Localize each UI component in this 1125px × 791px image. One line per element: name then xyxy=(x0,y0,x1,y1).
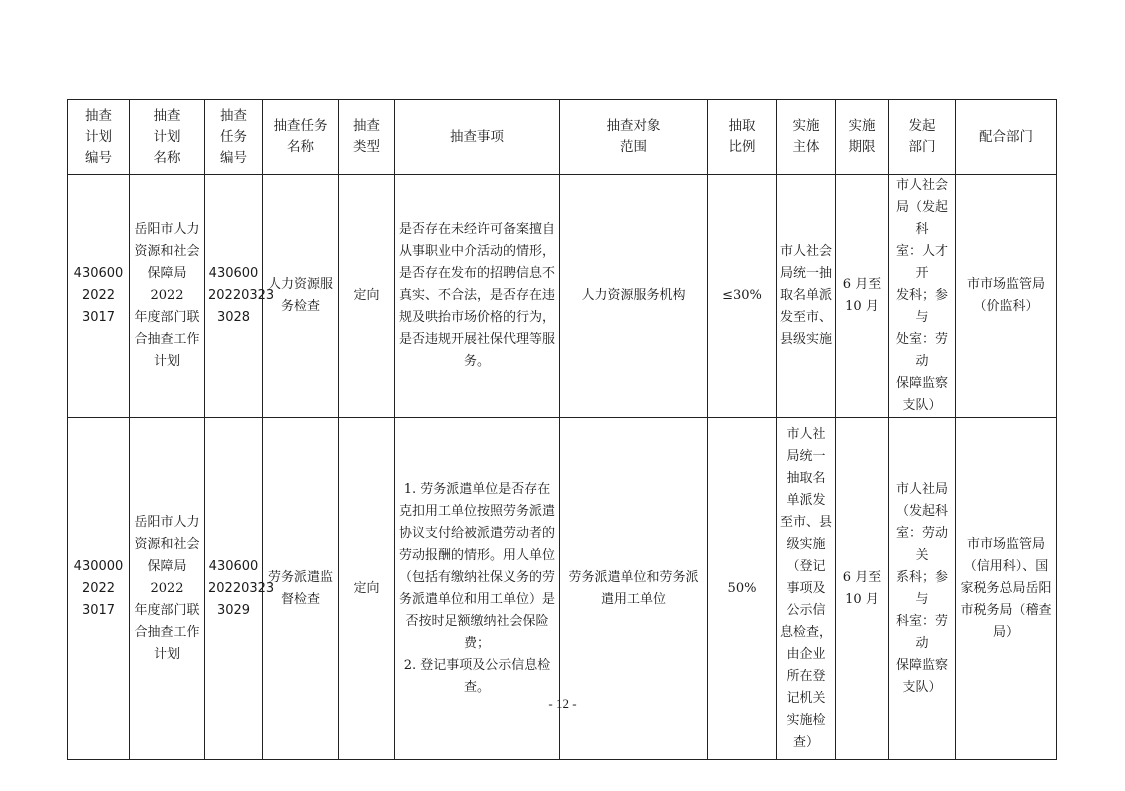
header-ratio: 抽取 比例 xyxy=(708,100,777,175)
cell-cooperator: 市市场监管局 （信用科）、国 家税务总局岳阳 市税务局（稽查 局） xyxy=(956,418,1057,760)
cell-task-no: 430600 20220323 3029 xyxy=(205,418,263,760)
table-header-row xyxy=(68,100,1057,175)
cell-items: 是否存在未经许可备案擅自从事职业中介活动的情形，是否存在发布的招聘信息不真实、不合法，是否存在违规及哄抬市场价格的行为，是否违规开展社保代理等服务。 xyxy=(395,175,560,418)
header-plan-no: 抽查 计划 编号 xyxy=(68,100,130,175)
header-executor: 实施 主体 xyxy=(777,100,836,175)
cell-ratio: ≤30% xyxy=(708,175,777,418)
cell-period: 6 月至 10 月 xyxy=(836,418,889,760)
header-type: 抽查 类型 xyxy=(339,100,395,175)
page-number: - 12 - xyxy=(548,696,577,711)
cell-initiator: 市人社会 局（发起科 室：人才开 发科；参与 处室：劳动 保障监察 支队） xyxy=(889,175,956,418)
table-row xyxy=(68,175,1057,418)
cell-plan-no: 430000 2022 3017 xyxy=(68,418,130,760)
cell-plan-name: 岳阳市人力 资源和社会 保障局 2022 年度部门联 合抽查工作 计划 xyxy=(130,418,205,760)
cell-task-name: 人力资源服 务检查 xyxy=(263,175,339,418)
cell-type: 定向 xyxy=(339,175,395,418)
inspection-plan-table xyxy=(67,99,1057,760)
cell-type: 定向 xyxy=(339,418,395,760)
cell-plan-name: 岳阳市人力 资源和社会 保障局 2022 年度部门联 合抽查工作 计划 xyxy=(130,175,205,418)
cell-executor: 市人社 局统一 抽取名 单派发 至市、县 级实施 （登记 事项及 公示信 息检查， 由企业 所在登 记机关 实施检 查） xyxy=(777,418,836,760)
cell-initiator: 市人社局 （发起科 室：劳动关 系科；参与 科室：劳动 保障监察 支队） xyxy=(889,418,956,760)
cell-items: 1. 劳务派遣单位是否存在克扣用工单位按照劳务派遣协议支付给被派遣劳动者的劳动报酬的情形。用人单位（包括有缴纳社保义务的劳务派遣单位和用工单位）是否按时足额缴纳社会保险费； 2. 登记事项及公示信息检查。 xyxy=(395,418,560,760)
header-initiator: 发起 部门 xyxy=(889,100,956,175)
cell-executor: 市人社会 局统一抽 取名单派 发至市、 县级实施 xyxy=(777,175,836,418)
header-task-no: 抽查 任务 编号 xyxy=(205,100,263,175)
header-task-name: 抽查任务 名称 xyxy=(263,100,339,175)
header-plan-name: 抽查 计划 名称 xyxy=(130,100,205,175)
header-scope: 抽查对象 范围 xyxy=(560,100,708,175)
cell-scope: 劳务派遣单位和劳务派 遣用工单位 xyxy=(560,418,708,760)
cell-period: 6 月至 10 月 xyxy=(836,175,889,418)
header-period: 实施 期限 xyxy=(836,100,889,175)
cell-scope: 人力资源服务机构 xyxy=(560,175,708,418)
cell-task-name: 劳务派遣监 督检查 xyxy=(263,418,339,760)
cell-plan-no: 430600 2022 3017 xyxy=(68,175,130,418)
header-cooperator: 配合部门 xyxy=(956,100,1057,175)
header-items: 抽查事项 xyxy=(395,100,560,175)
cell-ratio: 50% xyxy=(708,418,777,760)
cell-cooperator: 市市场监管局 （价监科） xyxy=(956,175,1057,418)
cell-task-no: 430600 20220323 3028 xyxy=(205,175,263,418)
